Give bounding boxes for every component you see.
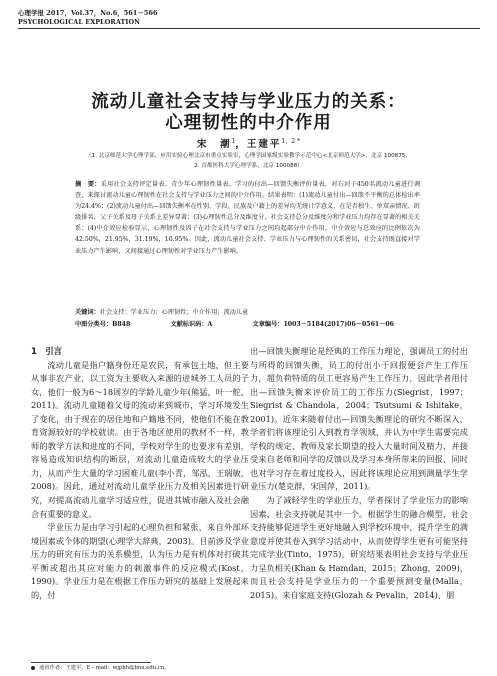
author-line [0, 136, 497, 150]
abstract-label: 摘 要： [75, 181, 101, 188]
journal-citation: 心理学报 2017，Vol.37，No.6，561－566 [18, 9, 158, 17]
author-2: ，王建平 [235, 139, 282, 151]
abstract-text: 采用社会支持评定量表、青少年心理韧性量表、学习的付出—回馈失衡评价量表，对石河子450名流动儿童进行调查，来探讨流动儿童心理韧性在社会支持与学业压力之间的中介作用。结果表明：(1)流动儿童付出—回馈不平衡的总体检出率为24.4%；(2)流动儿童付出—回馈失衡率在性别、学段、民族及户籍上的差异均无统计学意义，在是否独生、单双亲情况、班级排名、父子关系及母子关系上差异显著；(3)心理韧性总分及维度分、社会支持总分及维度分和学业压力均存在显著的相关关系；(4)中介效应检验显示，心理韧性及因子在社会支持与学业压力之间均起部分中介作用，中介效应与总效应的比例依次为42.50%，21.95%，31.19%，10.95%。因此，流动儿童社会支持、学业压力与心理韧性的关系密切，社会支持既直接对学业压力产生影响，又间接通过心理韧性对学业压力产生影响。 [75, 181, 421, 255]
affiliation-1: （1. 北京师范大学心理学部，应用实验心理北京市重点实验室，心理学国家级实验教学示范中心<北京师范大学>，北京 100875； [86, 153, 411, 159]
keywords-label: 关键词： [75, 309, 100, 316]
keywords [75, 308, 420, 318]
abstract [75, 179, 420, 257]
author-1: 宋 潮 [197, 139, 232, 151]
footnote [31, 663, 331, 673]
author-2-affil: 1，2 * [281, 138, 300, 145]
footnote-text: 通讯作者：王建平，E－mail：wjphh@bnu.edu.cn。 [39, 665, 170, 671]
article-number: 文章编号：1003－5184(2017)06－0561－06 [252, 321, 394, 328]
keywords-text: 社会支持；学业压力；心理韧性；中介作用；流动儿童 [99, 309, 249, 316]
bullet-icon [31, 666, 35, 670]
section-heading: 1 引言 [31, 346, 62, 356]
body-column-right [250, 345, 468, 602]
body-paragraph: 学业压力是由学习引起的心理负担和紧张，来自外部环境因素或个体的期望(心理学大辞典，2003)。目前涉及学业压力的研究有压力的关系模型，认为压力是有机体对打破其平衡或超出其应对能力的刺激事件的反应模式(Kost，1990)。学业压力是在根据工作压力研究的基础上发展起来的，付 [31, 522, 249, 600]
affiliation-2: 2. 首都医科大学心理学系，北京 100088） [194, 163, 303, 169]
body-column-left [31, 345, 249, 602]
journal-header [18, 9, 478, 26]
journal-name: PSYCHOLOGICAL EXPLORATION [18, 17, 141, 26]
body-paragraph: 出—回馈失衡理论是经典的工作压力理论，强调员工的付出与所得的回馈失衡，员工的付出小于回报便会产生工作压力，超负荷特质的员工更容易产生工作压力，因此学者用付出—回馈失衡来评价员工的工作压力(Siegrist，1997；Siegrist & Chandola，2004；Tsutsumi & Ishitake，2001)。近年来随着付出—回馈失衡理论的研究不断深入，学者们将该理论引入到教育学领域，并认为中学生需要完成学校的规定、教师及家长期望的投入大量时间及精力，并接受来自老师和同学的反馈以及学习本身所带来的回报，同时也对学习存在着过度投入，因此将该理论应用到测量学生学业压力(楚克群，宋国萍，2011)。 [250, 346, 468, 492]
document-code: 文献标识码：A [170, 321, 213, 328]
body-paragraph: 流动儿童是指户籍身份还是农民，有承包土地，但主要从事非农产业，以工资为主要收入来源的进城务工人员的子女，他们一般为6～18周岁的学龄儿童少年(熊猛，叶一舵，2011)。流动儿童随着父母的流动来到城市，学习环境发生了变化，由于现在的居住地和户籍地不同，使他们不能在教育资源较好的学校就读。由于各地区使用的教材不一样，教师的教学方法和进度的不同，学校对学生的也要求有差别，容易造成知识结构的断层，对流动儿童造成较大的学业压力，从而产生大量的学习困难儿童(李小青，邹泓，王瑞敏，2008)。因此，通过对流动儿童学业压力及相关因素进行研究，对提高流动儿童学习适应性，促进其城市融入及社会融合有重要的意义。 [31, 359, 249, 519]
paper-title-line1: 流动儿童社会支持与学业压力的关系： [91, 92, 406, 112]
body-paragraph: 为了减轻学生的学业压力，学者探讨了学业压力的影响因素，社会支持就是其中一个。根据学生的融合模型，社会支持能够促进学生更好地融入到学校环境中，提升学生的满意度并使其卷入到学习活动中，从而使得学生更有可能坚持完成学业(Tinto，1975)。研究结果表明社会支持与学业压力呈负相关(Khan & Hamdan，2015；Zhong，2009)，而且社会支持是学业压力的一个重要预测变量(Malla，2015)。来自家庭支持(Glozah & Pevalin，2014)、朋 [250, 495, 468, 600]
paper-title-line2: 心理韧性的中介作用 [165, 113, 332, 133]
author-1-affil: 1 [231, 138, 236, 145]
clc-number: 中图分类号：B848 [75, 321, 131, 328]
classification-ids [75, 320, 420, 330]
header-divider [18, 28, 480, 29]
